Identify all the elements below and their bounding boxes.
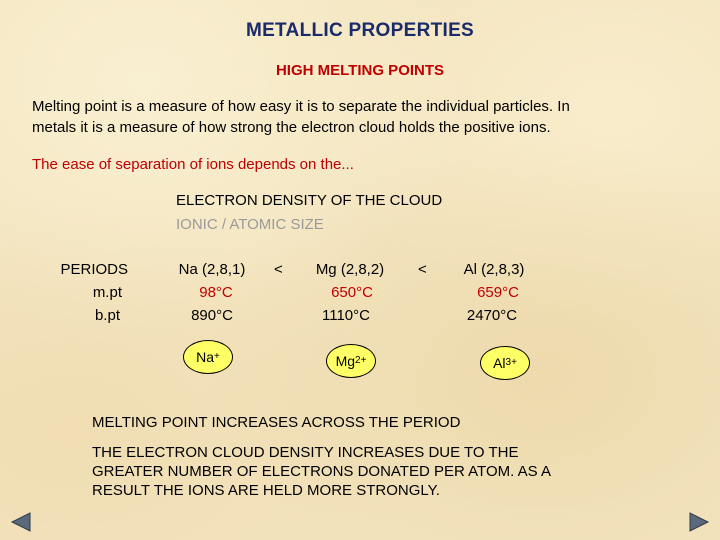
conclusion-line-1: THE ELECTRON CLOUD DENSITY INCREASES DUE TO THE <box>92 444 519 461</box>
element-mg-mpt: 650°C <box>331 284 373 301</box>
page-title: METALLIC PROPERTIES <box>245 20 475 41</box>
row-label-bpt: b.pt <box>94 307 120 324</box>
element-al-name: Al (2,8,3) <box>463 261 525 278</box>
intro-paragraph <box>32 96 692 138</box>
conclusion-line-3: RESULT THE IONS ARE HELD MORE STRONGLY. <box>92 482 440 499</box>
previous-slide-button[interactable] <box>10 512 32 532</box>
row-label-periods: PERIODS <box>60 261 128 278</box>
triangle-left-icon <box>10 512 32 532</box>
ion-na-charge: + <box>214 351 220 362</box>
ion-mg-symbol: Mg <box>335 353 356 369</box>
ion-na <box>183 340 233 374</box>
element-mg-bpt: 1110°C <box>322 307 370 324</box>
ion-al-symbol: Al <box>493 355 506 371</box>
less-than-1: < <box>274 261 283 278</box>
factor-ionic-size: IONIC / ATOMIC SIZE <box>176 216 324 233</box>
factor-electron-density: ELECTRON DENSITY OF THE CLOUD <box>176 192 443 209</box>
ion-na-symbol: Na <box>196 349 215 365</box>
ion-al <box>480 346 530 380</box>
intro-line-2: metals it is a measure of how strong the electron cloud holds the positive ions. <box>32 119 551 136</box>
ion-al-charge: 3+ <box>505 357 517 368</box>
conclusion-line-2: GREATER NUMBER OF ELECTRONS DONATED PER ATOM. AS A <box>92 463 551 480</box>
element-mg-name: Mg (2,8,2) <box>315 261 385 278</box>
element-al-mpt: 659°C <box>477 284 519 301</box>
ion-mg-charge: 2+ <box>355 355 367 366</box>
element-na-bpt: 890°C <box>191 307 233 324</box>
ion-mg <box>326 344 376 378</box>
next-slide-button[interactable] <box>688 512 710 532</box>
less-than-2: < <box>418 261 427 278</box>
intro-line-1: Melting point is a measure of how easy it is to separate the individual particles. In <box>32 98 570 115</box>
conclusion-melting-point: MELTING POINT INCREASES ACROSS THE PERIOD <box>92 414 461 431</box>
element-na-name: Na (2,8,1) <box>178 261 246 278</box>
row-label-mpt: m.pt <box>92 284 122 301</box>
ease-statement: The ease of separation of ions depends on the... <box>32 156 354 173</box>
element-na-mpt: 98°C <box>199 284 233 301</box>
section-heading: HIGH MELTING POINTS <box>275 62 445 79</box>
triangle-right-icon <box>688 512 710 532</box>
element-al-bpt: 2470°C <box>466 307 518 324</box>
conclusion-explanation <box>92 443 652 500</box>
